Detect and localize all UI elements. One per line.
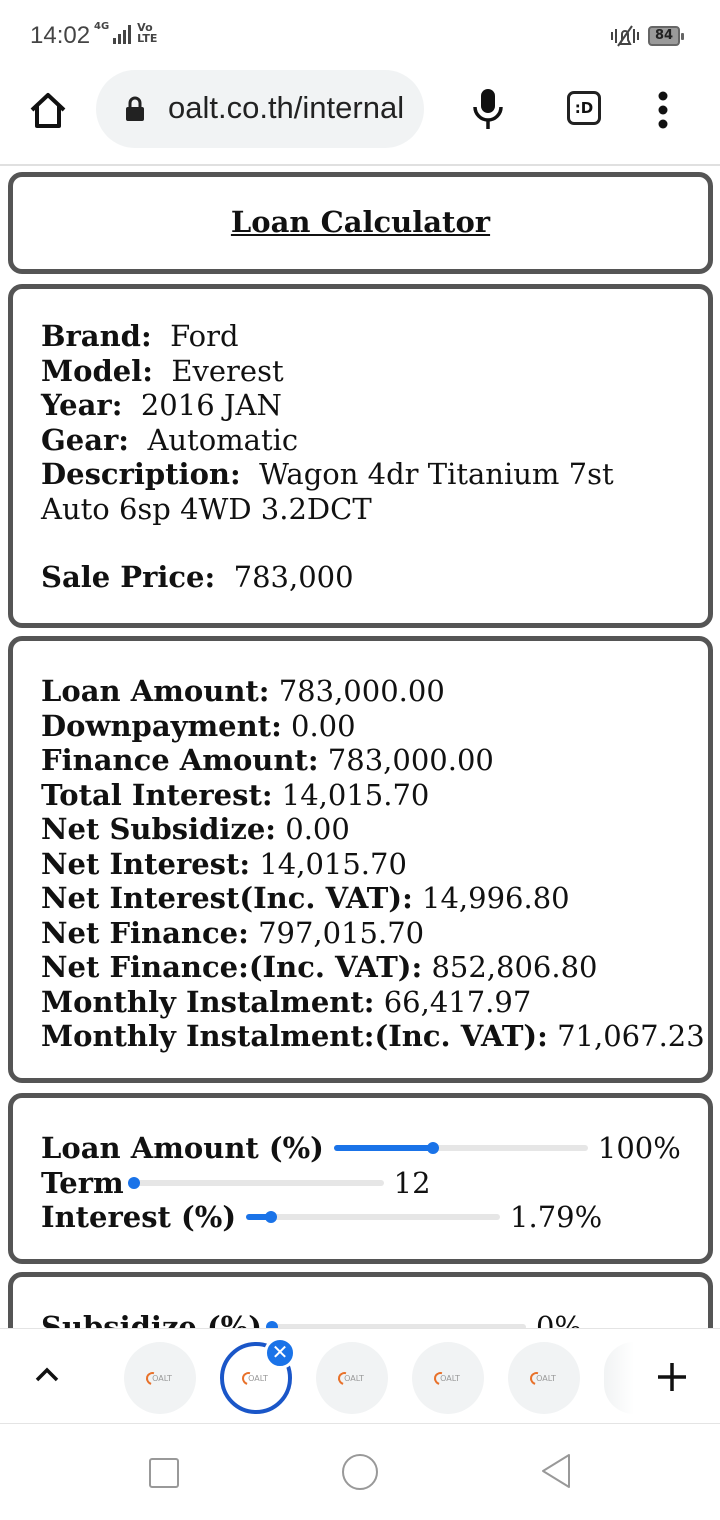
interest-slider[interactable] (246, 1214, 500, 1220)
interest-slider-row (41, 1200, 708, 1235)
gear-row (41, 423, 708, 458)
model-label: Model: (41, 353, 153, 388)
loan-row-total-interest (41, 778, 708, 813)
description-label: Description: (41, 457, 241, 491)
vibrate-icon (610, 24, 640, 48)
network-indicator (94, 22, 159, 44)
microphone-icon[interactable] (472, 88, 504, 130)
term-slider-row (41, 1166, 708, 1201)
year-value: 2016 JAN (140, 388, 282, 422)
loan-row-label: Net Interest(Inc. VAT): (41, 881, 413, 915)
more-options-icon[interactable] (655, 90, 671, 130)
loan-row-label: Total Interest: (41, 777, 273, 812)
loan-row-label: Net Interest: (41, 846, 251, 881)
system-nav-bar (0, 1425, 720, 1520)
signal-icon (113, 24, 131, 44)
term-slider-value: 12 (393, 1165, 431, 1200)
loan-row-net-interest (41, 847, 708, 882)
loan-row-label: Net Subsidize: (41, 812, 277, 846)
loan-row-downpayment (41, 709, 708, 744)
year-label: Year: (41, 388, 123, 422)
loan-row-value: 797,015.70 (258, 915, 425, 950)
loan-row-value: 783,000.00 (278, 674, 445, 708)
year-row (41, 388, 708, 423)
loan-row-label: Loan Amount: (41, 674, 270, 708)
tab-strip (0, 1328, 720, 1424)
loan-row-value: 852,806.80 (431, 950, 598, 984)
new-tab-icon[interactable] (656, 1361, 688, 1393)
loan-row-value: 14,015.70 (281, 777, 430, 812)
page-title: Loan Calculator (230, 205, 491, 239)
loan-row-value: 66,417.97 (383, 984, 532, 1019)
gear-value: Automatic (147, 422, 299, 457)
loan-row-label: Monthly Instalment: (41, 984, 375, 1019)
sale-price-label: Sale Price: (41, 560, 216, 594)
brand-row (41, 319, 708, 354)
description-row (41, 457, 681, 526)
tab-thumbnail[interactable] (124, 1342, 196, 1414)
term-slider[interactable] (134, 1180, 384, 1186)
gear-label: Gear: (41, 422, 129, 457)
tab-favicon: OALT (436, 1374, 460, 1383)
tab-thumbnail[interactable] (316, 1342, 388, 1414)
loan-row-value: 14,015.70 (259, 846, 407, 881)
volte-indicator: Vo LTE (137, 21, 158, 45)
lock-icon (124, 96, 146, 122)
loan-amount-slider-row (41, 1131, 708, 1166)
loan-row-label: Net Finance: (41, 915, 249, 950)
tab-favicon: OALT (340, 1374, 364, 1383)
browser-toolbar (0, 70, 720, 166)
model-row (41, 354, 708, 389)
sale-price-value: 783,000 (233, 560, 354, 594)
loan-row-label: Monthly Instalment:(Inc. VAT): (41, 1019, 548, 1053)
loan-row-value: 71,067.23 (557, 1019, 705, 1053)
address-bar[interactable] (96, 70, 424, 148)
loan-row-monthly-instalment-vat (41, 1019, 708, 1054)
battery-indicator: 84 (648, 26, 680, 46)
loan-summary-card (8, 636, 713, 1083)
loan-row-value: 14,996.80 (422, 881, 570, 915)
home-nav-icon[interactable] (342, 1454, 378, 1490)
network-type: 4G (94, 21, 110, 32)
tab-favicon: OALT (532, 1374, 556, 1383)
loan-row-value: 783,000.00 (327, 743, 494, 777)
description-value: Wagon 4dr Titanium 7st Auto 6sp 4WD 3.2DCT (41, 457, 614, 526)
slider-thumb[interactable] (427, 1142, 439, 1154)
home-icon[interactable] (28, 90, 68, 130)
sliders-card (8, 1093, 713, 1264)
interest-slider-value: 1.79% (510, 1200, 603, 1235)
url-text[interactable]: oalt.co.th/internal (168, 90, 405, 125)
loan-amount-slider[interactable] (334, 1145, 588, 1151)
slider-thumb[interactable] (265, 1211, 277, 1223)
loan-row-net-subsidize (41, 812, 708, 847)
sale-price-row (41, 560, 708, 595)
loan-amount-slider-value: 100% (597, 1131, 681, 1166)
brand-value: Ford (170, 319, 239, 353)
loan-row-net-finance-vat (41, 950, 708, 985)
close-tab-icon[interactable]: ✕ (264, 1337, 296, 1369)
status-time: 14:02 (30, 22, 91, 49)
car-info-card (8, 284, 713, 628)
interest-slider-label: Interest (%) (41, 1200, 237, 1235)
slider-fill (334, 1145, 433, 1151)
recent-apps-icon[interactable] (149, 1458, 179, 1488)
loan-row-finance-amount (41, 743, 708, 778)
loan-row-monthly-instalment (41, 985, 708, 1020)
term-slider-label: Term (41, 1165, 124, 1200)
tab-switcher-button[interactable]: :D (567, 91, 601, 125)
tab-favicon: OALT (244, 1374, 268, 1383)
loan-row-label: Downpayment: (41, 708, 282, 743)
back-icon[interactable] (540, 1453, 572, 1489)
model-value: Everest (171, 353, 284, 388)
slider-thumb[interactable] (128, 1177, 140, 1189)
title-card (8, 172, 713, 274)
loan-row-net-interest-vat (41, 881, 708, 916)
tab-favicon: OALT (148, 1374, 172, 1383)
tab-thumbnail[interactable] (508, 1342, 580, 1414)
chevron-up-icon[interactable] (34, 1365, 60, 1383)
tab-thumbnail-partial[interactable] (604, 1342, 634, 1414)
loan-amount-slider-label: Loan Amount (%) (41, 1131, 324, 1166)
loan-row-net-finance (41, 916, 708, 951)
tab-thumbnail[interactable] (412, 1342, 484, 1414)
brand-label: Brand: (41, 319, 152, 353)
loan-row-label: Finance Amount: (41, 743, 319, 777)
loan-row-label: Net Finance:(Inc. VAT): (41, 950, 423, 984)
loan-row-value: 0.00 (291, 708, 356, 743)
status-bar (0, 0, 720, 70)
loan-row-loan-amount (41, 674, 708, 709)
loan-row-value: 0.00 (285, 812, 350, 846)
